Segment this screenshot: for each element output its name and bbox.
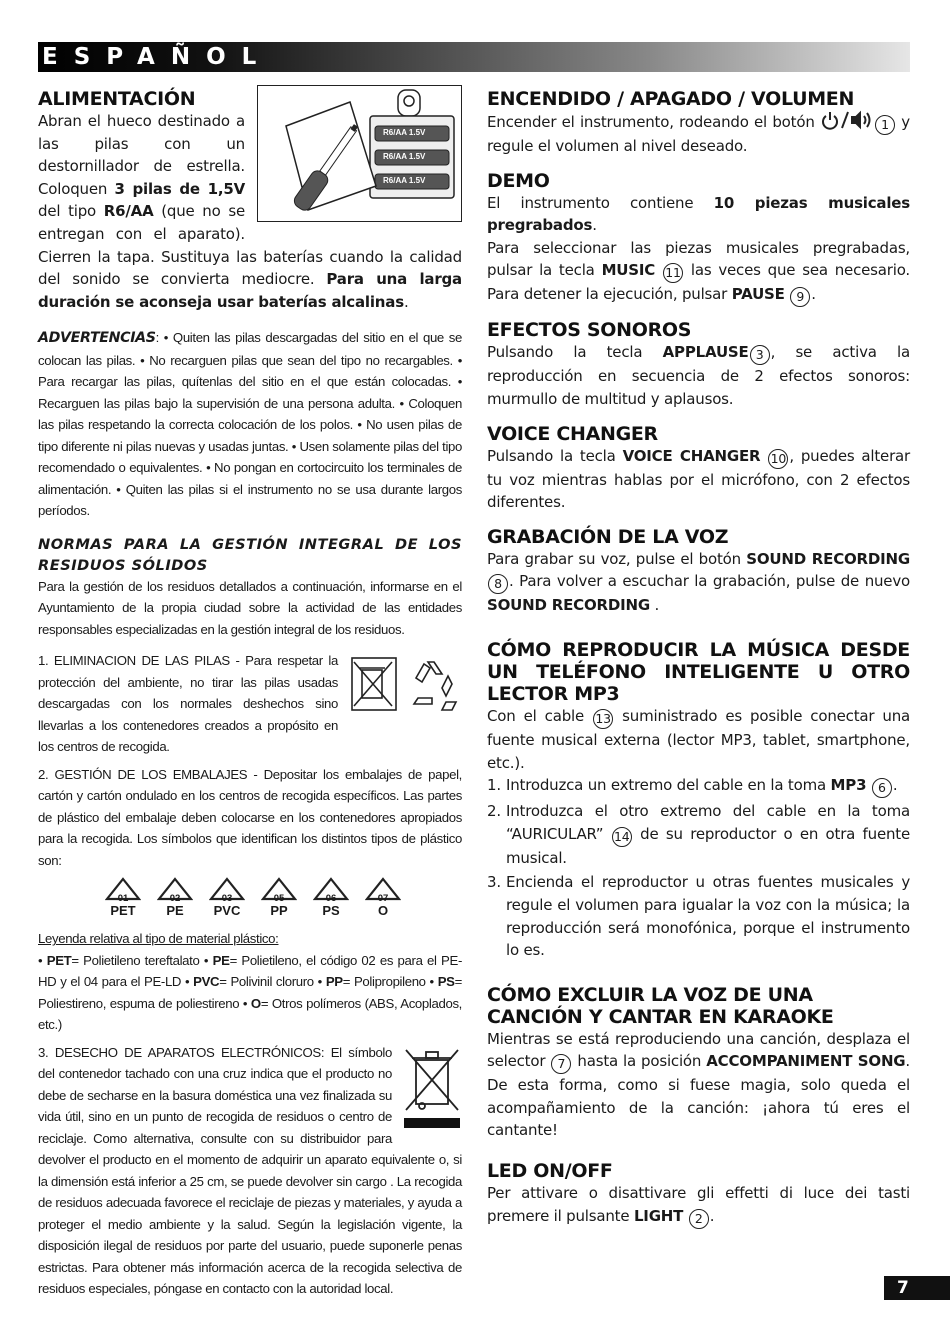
- leyenda-text: • PET= Polietileno tereftalato • PE= Polietileno, el código 02 es para el PE-HD y el 04 para el PE-LD • PVC= Polivinil cloruro • PP= Polipropileno • PS= Poliestireno, espuma de poliestireno • O= Otros polímeros (ABS, Acoplados, etc.): [38, 952, 462, 1033]
- grabacion-heading: GRABACIÓN DE LA VOZ: [487, 525, 729, 548]
- plastic-symbols: [104, 877, 462, 918]
- plastic-symbol-pp: 05 PP: [260, 877, 298, 918]
- battery-label-3: R6/AA 1.5V: [383, 176, 426, 185]
- plastic-symbol-ps: 06 PS: [312, 877, 350, 918]
- karaoke-heading: CÓMO EXCLUIR LA VOZ DE UNA CANCIÓN Y CANTAR EN KARAOKE: [487, 983, 834, 1028]
- como-reproducir-text: Con el cable 13 suministrado es posible conectar una fuente musical externa (lector MP3, tablet, smartphone, etc.).: [487, 706, 910, 772]
- encendido-text: Encender el instrumento, rodeando el botón 1 y regule el volumen al nivel deseado.: [487, 110, 910, 158]
- recycling-icons: [348, 654, 462, 720]
- step-3: 3. Encienda el reproductor u otras fuentes musicales y regule el volumen para igualar la voz con la música; la reproducción será monofónica, porque el instrumento lo es.: [487, 873, 910, 960]
- banner-title: ESPAÑOL: [42, 44, 273, 70]
- plastic-symbol-pet: 01 PET: [104, 877, 142, 918]
- plastic-symbol-pe: 02 PE: [156, 877, 194, 918]
- desecho-text: 3. DESECHO DE APARATOS ELECTRÓNICOS: El símbolo del contenedor tachado con una cruz indica que el producto no debe de secharse en la basura doméstica una vez finalizada su vida útil, sino en un punto de recogida de residuos o centro de reciclaje. Como alternativa, consulte con su distribuidor para devolver el producto en el momento de adquirir un aparato equivalente o, si la dimensión está inferior a 25 cm, se puede devolver sin cargo . La recogida de residuos adecuada favorece el reciclaje de piezas y materiales, y ayuda a proteger el medio ambiente y la salud. Según la legislación vigente, la disposición ilegal de residuos por parte del usuario, puede suponerle penas estrictas. Para obtener más información acerca de la recogida selectiva de residuos especiales, póngase en contacto con la autoridad local.: [38, 1044, 462, 1297]
- pilas-text: 1. ELIMINACION DE LAS PILAS - Para respetar la protección del ambiente, no tirar las pilas usadas descargadas con los normales deshechos sino llevarlas a los contenedores creados a propósito en los centros de recogida.: [38, 653, 338, 755]
- plastic-symbol-pvc: 03 PVC: [208, 877, 246, 918]
- demo-text-2: Para seleccionar las piezas musicales pregrabadas, pulsar la tecla MUSIC 11 las veces que sea necesario. Para detener la ejecución, pulsar PAUSE 9 .: [487, 237, 910, 308]
- led-heading: LED ON/OFF: [487, 1160, 613, 1183]
- plastic-symbol-o: 07 O: [364, 877, 402, 918]
- pilas-section: [38, 650, 462, 758]
- grabacion-text: Para grabar su voz, pulse el botón SOUND RECORDING 8 . Para volver a escuchar la grabación, pulse de nuevo SOUND RECORDING .: [487, 549, 911, 615]
- normas-text: Para la gestión de los residuos detallados a continuación, informarse en el Ayuntamiento de la propia ciudad sobre la actividad de las entidades responsables especializadas en la gestión integral de los residuos.: [38, 578, 462, 637]
- normas-heading: NORMAS PARA LA GESTIÓN INTEGRAL DE LOS RESIDUOS SÓLIDOS: [38, 535, 462, 574]
- como-reproducir-steps: [487, 774, 910, 962]
- alimentacion-heading: ALIMENTACIÓN: [38, 88, 196, 110]
- embalajes-text: 2. GESTIÓN DE LOS EMBALAJES - Depositar los embalajes de papel, cartón y cartón ondulado en los centros de recogida específicos. Las partes de plástico del embalaje deben colocarse en los contenedores apropiados para la recogida. Los símbolos que identifican los distintos tipos de plástico son:: [38, 766, 462, 868]
- efectos-text: Pulsando la tecla APPLAUSE 3 , se activa la reproducción en secuencia de 2 efectos sonoros: murmullo de multitud y aplausos.: [487, 343, 910, 408]
- demo-heading: DEMO: [487, 169, 550, 192]
- step-2: 2. Introduzca el otro extremo del cable en la toma “AURICULAR” 14 de su reproductor o en otra fuente musical.: [487, 802, 910, 867]
- page-number: 7: [884, 1276, 950, 1300]
- advertencias-text: ADVERTENCIAS: • Quiten las pilas descargadas del sitio en el que se colocan las pilas. • No recarguen pilas que sean del tipo no recargables. • Para recargar las pilas, quítenlas del sitio en el que están colocadas. • Recarguen las pilas bajo la supervisión de una persona adulta. • Coloquen las pilas respetando la correcta colocación de los polos. • No usen pilas de tipo diferente ni pilas nuevas y usadas juntas. • Usen solamente pilas del tipo recomendado o equivalentes. • No pongan en cortocircuito los terminales de alimentación. • Quiten las pilas si el instrumento no se usa durante largos períodos.: [38, 330, 462, 519]
- crossed-bin-icon: [402, 1046, 462, 1132]
- voice-changer-heading: VOICE CHANGER: [487, 422, 658, 445]
- efectos-heading: EFECTOS SONOROS: [487, 319, 692, 342]
- como-reproducir-heading: CÓMO REPRODUCIR LA MÚSICA DESDE UN TELÉFONO INTELIGENTE U OTRO LECTOR MP3: [487, 638, 910, 705]
- left-column: [38, 88, 462, 1300]
- power-volume-icon: [820, 110, 874, 130]
- battery-compartment-icon: [258, 86, 460, 220]
- battery-label-2: R6/AA 1.5V: [383, 152, 426, 161]
- step-1: 1. Introduzca un extremo del cable en la toma MP3 6 .: [487, 774, 910, 798]
- battery-label-1: R6/AA 1.5V: [383, 128, 426, 137]
- weee-symbol: [402, 1046, 462, 1136]
- crossed-bin-and-recycle-icon: [348, 654, 462, 716]
- led-text: Per attivare o disattivare gli effetti di luce dei tasti premere il pulsante LIGHT 2 .: [487, 1182, 910, 1229]
- right-column: [487, 88, 910, 1229]
- encendido-heading: ENCENDIDO / APAGADO / VOLUMEN: [487, 88, 855, 110]
- demo-text-1: El instrumento contiene 10 piezas musicales pregrabados.: [487, 193, 910, 235]
- battery-illustration: [257, 85, 462, 222]
- desecho-section: [38, 1042, 462, 1300]
- language-banner: [38, 42, 910, 72]
- alimentacion-text: Abran el hueco destinado a las pilas con un destornillador de estrella. Coloquen 3 pilas de 1,5V del tipo R6/AA (que no se entregan con el aparato). Cierren la tapa. Sustituya las baterías cuando la calidad del sonido se convierta mediocre. Para una larga duración se aconseja usar baterías alcalinas.: [38, 112, 462, 311]
- karaoke-text: Mientras se está reproduciendo una canción, desplaza el selector 7 hasta la posición ACCOMPANIMENT SONG. De esta forma, como si fuese magia, solo queda el acompañamiento de la canción: ¡ahora tú eres el cantante!: [487, 1029, 910, 1140]
- voice-changer-text: Pulsando la tecla VOICE CHANGER 10 , puedes alterar tu voz mientras hablas por el micrófono, con 2 efectos diferentes.: [487, 446, 911, 512]
- leyenda-title: Leyenda relativa al tipo de material plástico:: [38, 931, 279, 947]
